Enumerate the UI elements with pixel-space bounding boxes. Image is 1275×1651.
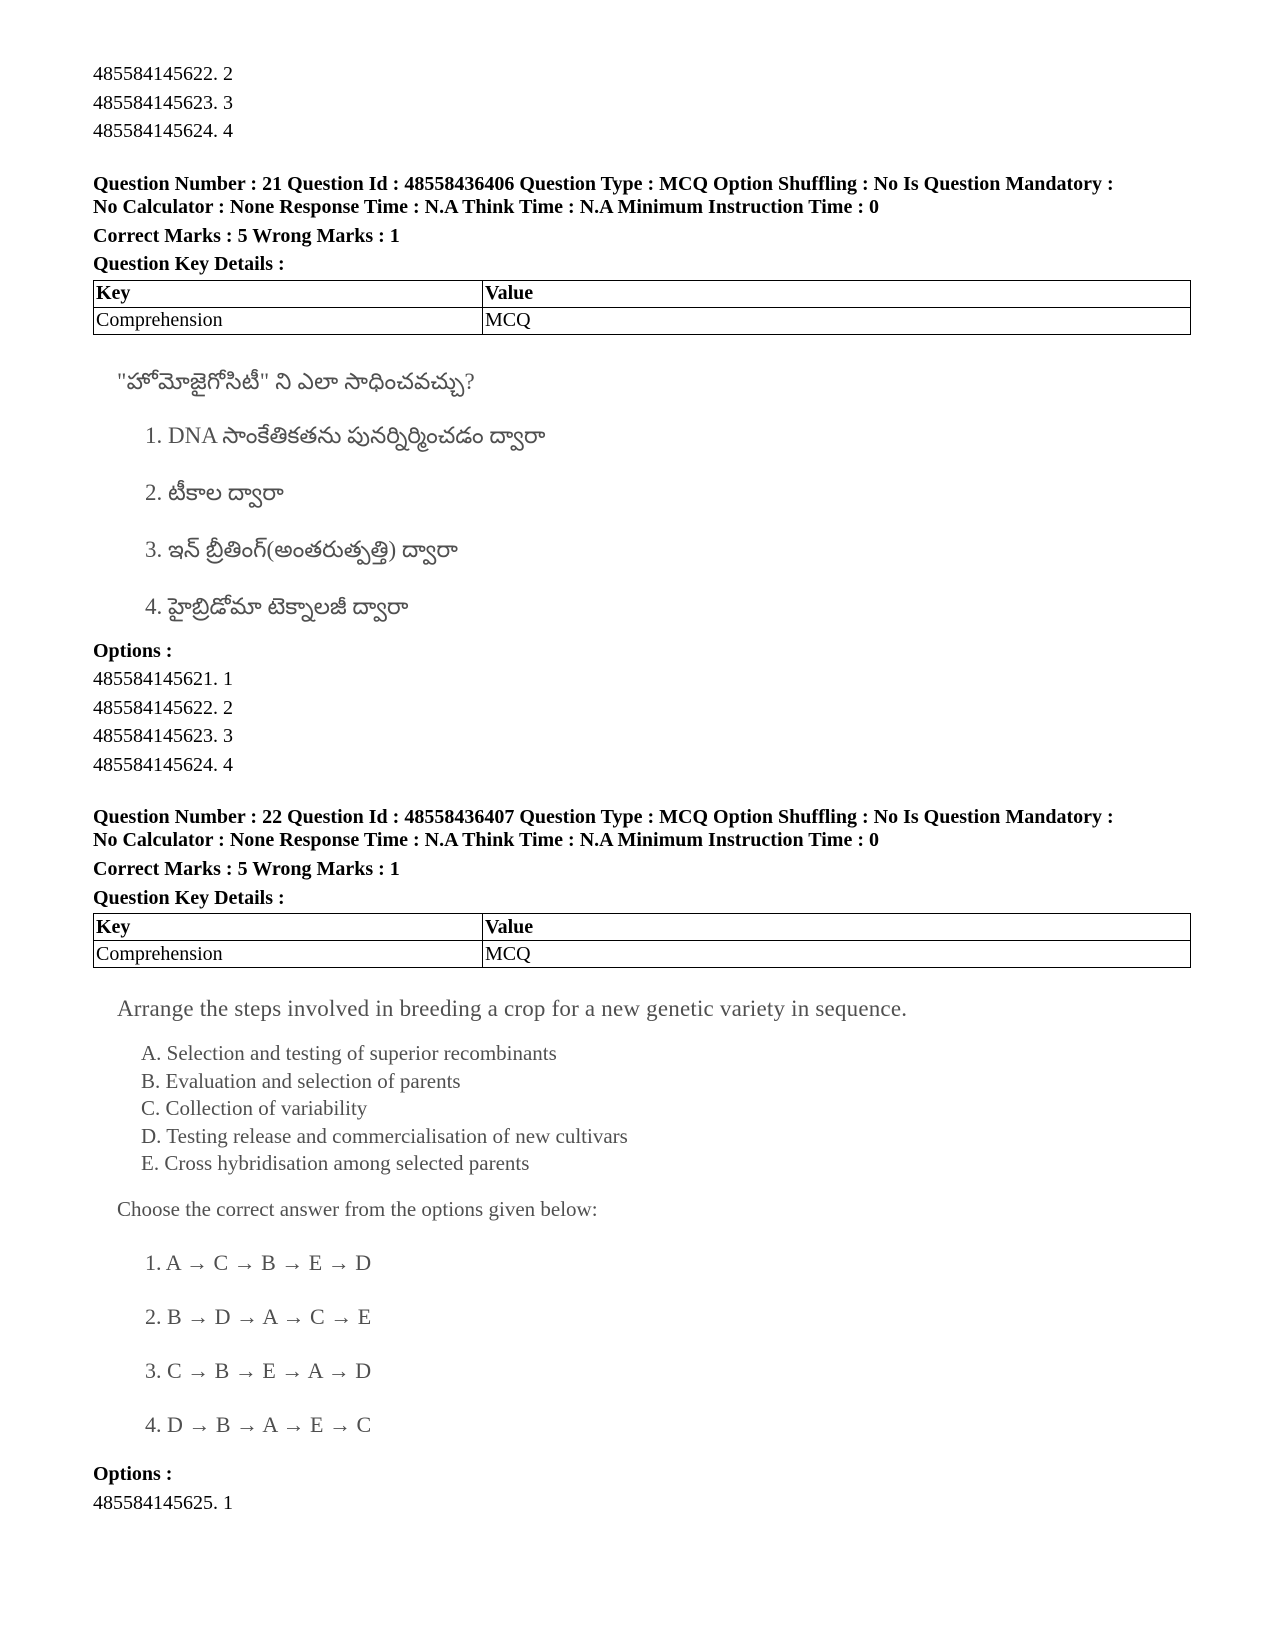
answer-choice: 3. ఇన్ బ్రీతింగ్(అంతరుత్పత్తి) ద్వారా	[145, 536, 458, 562]
table-row	[94, 307, 1191, 334]
step-item: A. Selection and testing of superior recombinants	[141, 1041, 557, 1065]
option-line: 485584145623. 3	[93, 725, 233, 747]
question-meta	[93, 806, 1193, 852]
answer-choice: 4. హైబ్రిడోమా టెక్నాలజీ ద్వారా	[145, 593, 409, 619]
answer-choice: 1. DNA సాంకేతికతను పునర్నిర్మించడం ద్వారా	[145, 422, 546, 448]
table-cell-key: Comprehension	[94, 941, 483, 968]
option-line: 485584145623. 3	[93, 91, 233, 114]
question-marks: Correct Marks : 5 Wrong Marks : 1	[93, 858, 400, 880]
table-header-value: Value	[483, 914, 1191, 941]
step-item: C. Collection of variability	[141, 1096, 368, 1120]
answer-choice: 4. D → B → A → E → C	[145, 1411, 372, 1437]
answer-choice: 1. A → C → B → E → D	[145, 1249, 372, 1275]
table-cell-value: MCQ	[483, 307, 1191, 334]
question-22	[93, 806, 1193, 1517]
options-list	[93, 1489, 1193, 1518]
table-row	[94, 941, 1191, 968]
key-details-label: Question Key Details :	[93, 253, 285, 275]
step-item: B. Evaluation and selection of parents	[141, 1068, 461, 1093]
key-details-label: Question Key Details :	[93, 886, 285, 909]
table-header-key: Key	[94, 914, 483, 941]
question-21	[93, 173, 1193, 780]
step-list	[93, 1040, 1193, 1178]
option-line: 485584145622. 2	[93, 696, 233, 719]
document-page	[93, 60, 1193, 1517]
table-header-key: Key	[94, 280, 483, 307]
option-line: 485584145621. 1	[93, 668, 233, 690]
option-line: 485584145624. 4	[93, 753, 233, 776]
step-item: D. Testing release and commercialisation of new cultivars	[141, 1123, 628, 1148]
option-line: 485584145625. 1	[93, 1491, 233, 1514]
question-meta-line: Question Number : 22 Question Id : 48558436407 Question Type : MCQ Option Shuffling : No Is Question Mandatory :	[93, 806, 1114, 828]
options-list	[93, 665, 1193, 779]
question-body	[93, 992, 1193, 1460]
options-label: Options :	[93, 639, 173, 662]
step-item: E. Cross hybridisation among selected parents	[141, 1151, 530, 1175]
question-meta	[93, 173, 1193, 219]
question-stem: Arrange the steps involved in breeding a crop for a new genetic variety in sequence.	[117, 996, 908, 1021]
choose-instruction: Choose the correct answer from the options given below:	[117, 1196, 598, 1221]
question-stem: "హోమోజైగోసిటీ" ని ఎలా సాధించవచ్చు?	[117, 368, 475, 394]
table-header-row	[94, 280, 1191, 307]
question-meta-line: Question Number : 21 Question Id : 48558436406 Question Type : MCQ Option Shuffling : No Is Question Mandatory :	[93, 172, 1114, 195]
answer-choice: 2. B → D → A → C → E	[145, 1303, 372, 1329]
table-header-row	[94, 914, 1191, 941]
answer-choice: 3. C → B → E → A → D	[145, 1357, 372, 1383]
question-meta-line: No Calculator : None Response Time : N.A Think Time : N.A Minimum Instruction Time : 0	[93, 829, 879, 851]
key-details-table	[93, 913, 1191, 968]
table-header-value: Value	[483, 280, 1191, 307]
question-meta-line: No Calculator : None Response Time : N.A Think Time : N.A Minimum Instruction Time : 0	[93, 195, 879, 218]
question-body	[93, 365, 1193, 637]
options-label: Options :	[93, 1463, 173, 1485]
table-cell-value: MCQ	[483, 941, 1191, 968]
key-details-table	[93, 280, 1191, 335]
question-marks: Correct Marks : 5 Wrong Marks : 1	[93, 224, 400, 247]
option-line: 485584145624. 4	[93, 120, 233, 142]
table-cell-key: Comprehension	[94, 307, 483, 334]
previous-question-options	[93, 60, 1193, 146]
option-line: 485584145622. 2	[93, 63, 233, 85]
answer-choice: 2. టీకాల ద్వారా	[145, 479, 284, 505]
